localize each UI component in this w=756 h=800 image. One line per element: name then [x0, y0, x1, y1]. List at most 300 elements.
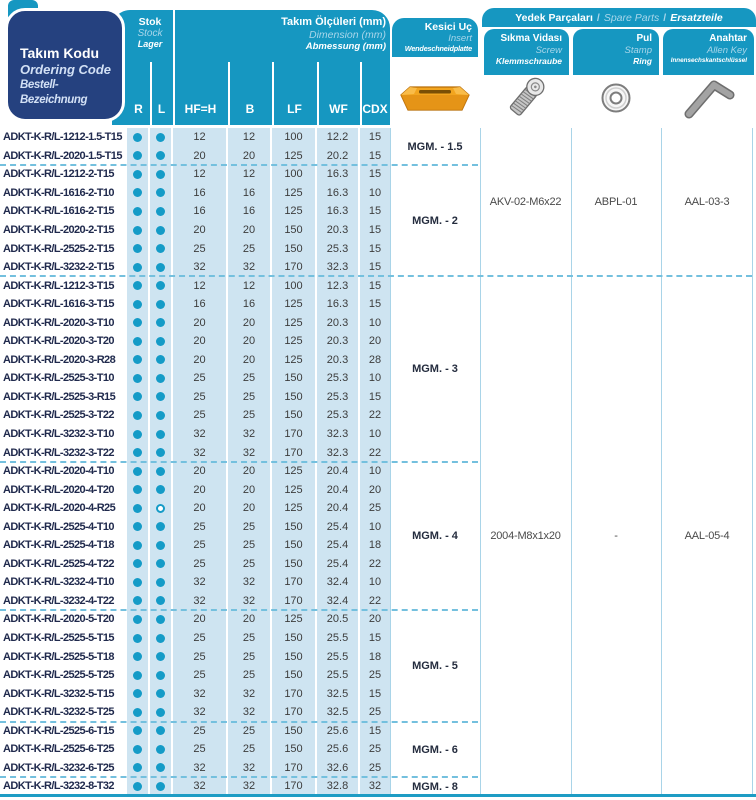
stock-r-cell	[127, 128, 150, 147]
header-divider	[150, 62, 152, 125]
stock-l-cell	[150, 480, 173, 499]
value-cdx: 15	[360, 258, 390, 277]
value-hf_h: 32	[173, 777, 228, 796]
table-row	[0, 573, 390, 592]
value-b: 12	[228, 276, 272, 295]
value-cdx: 20	[360, 610, 390, 629]
stock-l-cell	[150, 666, 173, 685]
value-lf: 125	[272, 332, 317, 351]
tool-code: ADKT-K-R/L-1616-2-T15	[0, 202, 127, 221]
value-lf: 150	[272, 629, 317, 648]
value-hf_h: 32	[173, 443, 228, 462]
value-lf: 170	[272, 703, 317, 722]
value-hf_h: 12	[173, 276, 228, 295]
table-row	[0, 536, 390, 555]
tool-code: ADKT-K-R/L-3232-5-T15	[0, 684, 127, 703]
value-cdx: 25	[360, 740, 390, 759]
table-row	[0, 610, 390, 629]
table-row	[0, 759, 390, 778]
stock-r-cell	[127, 313, 150, 332]
value-hf_h: 25	[173, 406, 228, 425]
tool-code: ADKT-K-R/L-2525-3-R15	[0, 388, 127, 407]
value-wf: 20.4	[317, 499, 360, 518]
value-lf: 170	[272, 258, 317, 277]
value-cdx: 28	[360, 351, 390, 370]
value-b: 25	[228, 740, 272, 759]
stock-dot-filled	[156, 207, 165, 216]
stock-dot-filled	[133, 411, 142, 420]
value-b: 25	[228, 536, 272, 555]
value-wf: 16.3	[317, 165, 360, 184]
stock-dot-filled	[156, 430, 165, 439]
value-lf: 170	[272, 777, 317, 796]
value-wf: 16.3	[317, 295, 360, 314]
value-lf: 150	[272, 666, 317, 685]
stock-l-cell	[150, 722, 173, 741]
column-label-b: B	[245, 102, 255, 116]
table-row	[0, 332, 390, 351]
column-label-wf: WF	[329, 102, 348, 116]
stock-dot-filled	[133, 596, 142, 605]
stock-dot-filled	[156, 263, 165, 272]
value-cdx: 10	[360, 517, 390, 536]
value-cdx: 15	[360, 276, 390, 295]
value-b: 25	[228, 555, 272, 574]
stock-header: Stok Stock Lager	[137, 16, 163, 49]
allen-key-part-number: AAL-03-3	[684, 196, 730, 209]
table-row	[0, 406, 390, 425]
table-row	[0, 684, 390, 703]
stock-dot-filled	[156, 133, 165, 142]
stock-r-cell	[127, 295, 150, 314]
value-hf_h: 20	[173, 221, 228, 240]
value-b: 20	[228, 499, 272, 518]
stock-dot-filled	[156, 355, 165, 364]
tool-code: ADKT-K-R/L-3232-3-T22	[0, 443, 127, 462]
insert-group-label: MGM. - 2	[412, 214, 458, 227]
value-lf: 150	[272, 406, 317, 425]
value-b: 32	[228, 759, 272, 778]
stock-dot-filled	[133, 263, 142, 272]
value-wf: 32.5	[317, 684, 360, 703]
value-b: 16	[228, 202, 272, 221]
stock-dot-filled	[156, 485, 165, 494]
value-cdx: 32	[360, 777, 390, 796]
allen-key-icon	[661, 72, 753, 124]
table-row	[0, 777, 390, 796]
tool-code: ADKT-K-R/L-2525-2-T15	[0, 239, 127, 258]
value-lf: 150	[272, 517, 317, 536]
value-wf: 25.6	[317, 740, 360, 759]
value-lf: 170	[272, 684, 317, 703]
table-row	[0, 276, 390, 295]
stock-r-cell	[127, 777, 150, 796]
stock-dot-filled	[133, 485, 142, 494]
stock-r-cell	[127, 351, 150, 370]
value-b: 25	[228, 629, 272, 648]
tool-code: ADKT-K-R/L-3232-5-T25	[0, 703, 127, 722]
value-cdx: 15	[360, 295, 390, 314]
tool-code: ADKT-K-R/L-2525-4-T10	[0, 517, 127, 536]
table-row	[0, 722, 390, 741]
stock-r-cell	[127, 425, 150, 444]
value-hf_h: 32	[173, 573, 228, 592]
stock-r-cell	[127, 388, 150, 407]
value-wf: 20.3	[317, 313, 360, 332]
value-wf: 20.2	[317, 147, 360, 166]
clamp-screw-icon	[480, 72, 571, 124]
value-cdx: 15	[360, 147, 390, 166]
table-row	[0, 239, 390, 258]
header-divider	[173, 10, 175, 125]
tool-code: ADKT-K-R/L-2525-3-T10	[0, 369, 127, 388]
table-row	[0, 629, 390, 648]
value-hf_h: 32	[173, 258, 228, 277]
tool-code: ADKT-K-R/L-3232-3-T10	[0, 425, 127, 444]
value-lf: 100	[272, 128, 317, 147]
table-row	[0, 555, 390, 574]
stock-l-cell	[150, 313, 173, 332]
stock-r-cell	[127, 666, 150, 685]
value-cdx: 15	[360, 128, 390, 147]
value-cdx: 15	[360, 239, 390, 258]
value-lf: 150	[272, 221, 317, 240]
stock-dot-open	[156, 504, 165, 513]
stock-dot-filled	[156, 708, 165, 717]
stock-dot-filled	[156, 337, 165, 346]
stock-l-cell	[150, 369, 173, 388]
stock-dot-filled	[133, 634, 142, 643]
stock-dot-filled	[156, 541, 165, 550]
stock-r-cell	[127, 239, 150, 258]
stock-dot-filled	[133, 782, 142, 791]
value-hf_h: 25	[173, 629, 228, 648]
value-lf: 150	[272, 239, 317, 258]
stock-dot-filled	[133, 652, 142, 661]
value-lf: 170	[272, 592, 317, 611]
value-b: 25	[228, 517, 272, 536]
tool-code: ADKT-K-R/L-2525-3-T22	[0, 406, 127, 425]
stock-l-cell	[150, 147, 173, 166]
value-lf: 125	[272, 147, 317, 166]
value-b: 32	[228, 777, 272, 796]
stock-r-cell	[127, 276, 150, 295]
value-lf: 150	[272, 647, 317, 666]
table-row	[0, 165, 390, 184]
value-lf: 150	[272, 555, 317, 574]
tool-code: ADKT-K-R/L-1616-3-T15	[0, 295, 127, 314]
value-wf: 25.6	[317, 722, 360, 741]
value-lf: 170	[272, 425, 317, 444]
value-lf: 170	[272, 573, 317, 592]
table-row	[0, 703, 390, 722]
table-row	[0, 295, 390, 314]
stock-dot-filled	[156, 318, 165, 327]
stock-l-cell	[150, 536, 173, 555]
insert-group-label: MGM. - 1.5	[407, 140, 463, 153]
value-wf: 25.3	[317, 388, 360, 407]
stock-r-cell	[127, 202, 150, 221]
stock-dot-filled	[156, 652, 165, 661]
value-b: 32	[228, 592, 272, 611]
stock-dot-filled	[133, 615, 142, 624]
stock-dot-filled	[156, 578, 165, 587]
value-b: 20	[228, 313, 272, 332]
tool-code: ADKT-K-R/L-2525-5-T18	[0, 647, 127, 666]
stock-dot-filled	[156, 448, 165, 457]
stock-r-cell	[127, 629, 150, 648]
stock-l-cell	[150, 703, 173, 722]
value-hf_h: 20	[173, 610, 228, 629]
stock-l-cell	[150, 202, 173, 221]
grooving-insert-icon	[392, 72, 478, 124]
tool-code: ADKT-K-R/L-2020-2-T15	[0, 221, 127, 240]
tool-code: ADKT-K-R/L-2020-3-R28	[0, 351, 127, 370]
stock-l-cell	[150, 258, 173, 277]
value-cdx: 10	[360, 313, 390, 332]
value-cdx: 15	[360, 202, 390, 221]
tool-code: ADKT-K-R/L-1616-2-T10	[0, 184, 127, 203]
stock-r-cell	[127, 703, 150, 722]
value-lf: 125	[272, 480, 317, 499]
stock-dot-filled	[156, 244, 165, 253]
table-row	[0, 443, 390, 462]
value-cdx: 15	[360, 221, 390, 240]
table-row	[0, 202, 390, 221]
value-cdx: 25	[360, 703, 390, 722]
stock-dot-filled	[133, 708, 142, 717]
stock-dot-filled	[133, 763, 142, 772]
stock-dot-filled	[133, 671, 142, 680]
tool-code: ADKT-K-R/L-2020-4-R25	[0, 499, 127, 518]
stock-r-cell	[127, 592, 150, 611]
stock-dot-filled	[133, 745, 142, 754]
allen-key-header: Anahtar Allen Key Innensechskantschlüssel	[663, 29, 754, 75]
value-wf: 32.5	[317, 703, 360, 722]
value-b: 20	[228, 147, 272, 166]
column-label-l: L	[157, 102, 166, 116]
stock-r-cell	[127, 740, 150, 759]
value-cdx: 15	[360, 388, 390, 407]
value-cdx: 22	[360, 443, 390, 462]
tool-code: ADKT-K-R/L-2525-5-T15	[0, 629, 127, 648]
column-label-lf: LF	[287, 102, 302, 116]
value-b: 32	[228, 703, 272, 722]
value-wf: 16.3	[317, 184, 360, 203]
stock-dot-filled	[156, 689, 165, 698]
value-cdx: 25	[360, 666, 390, 685]
table-row	[0, 647, 390, 666]
value-hf_h: 16	[173, 295, 228, 314]
value-hf_h: 32	[173, 425, 228, 444]
value-hf_h: 25	[173, 555, 228, 574]
value-lf: 150	[272, 536, 317, 555]
value-wf: 20.4	[317, 462, 360, 481]
stock-dot-filled	[156, 411, 165, 420]
spare-parts-header: Yedek Parçaları / Spare Parts / Ersatzteile	[482, 8, 756, 27]
column-label-cdx: CDX	[362, 102, 388, 116]
stock-dot-filled	[133, 318, 142, 327]
value-lf: 150	[272, 388, 317, 407]
value-b: 16	[228, 295, 272, 314]
stock-l-cell	[150, 610, 173, 629]
insert-group-label: MGM. - 8	[412, 780, 458, 793]
stock-l-cell	[150, 443, 173, 462]
stock-dot-filled	[133, 244, 142, 253]
value-hf_h: 32	[173, 703, 228, 722]
stock-r-cell	[127, 443, 150, 462]
value-cdx: 22	[360, 592, 390, 611]
value-b: 20	[228, 332, 272, 351]
value-wf: 25.4	[317, 517, 360, 536]
stock-dot-filled	[133, 374, 142, 383]
value-wf: 25.3	[317, 239, 360, 258]
tool-code: ADKT-K-R/L-2020-4-T20	[0, 480, 127, 499]
value-lf: 150	[272, 740, 317, 759]
stock-dot-filled	[156, 782, 165, 791]
stock-r-cell	[127, 184, 150, 203]
stock-r-cell	[127, 647, 150, 666]
stock-dot-filled	[156, 559, 165, 568]
value-hf_h: 32	[173, 592, 228, 611]
tool-code: ADKT-K-R/L-3232-2-T15	[0, 258, 127, 277]
value-b: 25	[228, 406, 272, 425]
tool-code: ADKT-K-R/L-2525-4-T22	[0, 555, 127, 574]
value-b: 20	[228, 462, 272, 481]
stock-dot-filled	[133, 726, 142, 735]
stock-dot-filled	[156, 726, 165, 735]
column-header-row	[127, 94, 390, 124]
screw-part-number: 2004-M8x1x20	[490, 530, 561, 543]
stock-r-cell	[127, 406, 150, 425]
value-lf: 150	[272, 369, 317, 388]
value-wf: 20.3	[317, 221, 360, 240]
value-wf: 16.3	[317, 202, 360, 221]
value-hf_h: 20	[173, 351, 228, 370]
title-de: Bestell-Bezeichnung	[20, 79, 88, 106]
table-row	[0, 388, 390, 407]
stock-r-cell	[127, 573, 150, 592]
value-cdx: 10	[360, 369, 390, 388]
value-hf_h: 25	[173, 666, 228, 685]
value-cdx: 25	[360, 499, 390, 518]
value-cdx: 20	[360, 332, 390, 351]
value-b: 20	[228, 610, 272, 629]
tool-code: ADKT-K-R/L-2525-4-T18	[0, 536, 127, 555]
value-hf_h: 32	[173, 684, 228, 703]
stock-l-cell	[150, 759, 173, 778]
value-wf: 32.8	[317, 777, 360, 796]
stock-l-cell	[150, 276, 173, 295]
stock-l-cell	[150, 332, 173, 351]
table-bottom-border	[0, 794, 756, 797]
insert-group-label: MGM. - 4	[412, 530, 458, 543]
stock-dot-filled	[133, 188, 142, 197]
value-b: 32	[228, 258, 272, 277]
stock-r-cell	[127, 332, 150, 351]
tool-code: ADKT-K-R/L-2020-3-T10	[0, 313, 127, 332]
stock-dot-filled	[156, 188, 165, 197]
tool-code: ADKT-K-R/L-3232-4-T10	[0, 573, 127, 592]
value-hf_h: 25	[173, 722, 228, 741]
stock-dot-filled	[156, 634, 165, 643]
value-hf_h: 25	[173, 388, 228, 407]
tool-code: ADKT-K-R/L-3232-4-T22	[0, 592, 127, 611]
value-b: 25	[228, 388, 272, 407]
value-hf_h: 32	[173, 759, 228, 778]
stock-r-cell	[127, 462, 150, 481]
stock-r-cell	[127, 517, 150, 536]
ring-header: Pul Stamp Ring	[573, 29, 659, 75]
table-row	[0, 221, 390, 240]
value-hf_h: 25	[173, 517, 228, 536]
ordering-code-header	[5, 8, 125, 122]
title-en: Ordering Code	[20, 62, 112, 77]
value-lf: 125	[272, 202, 317, 221]
value-hf_h: 12	[173, 128, 228, 147]
stock-l-cell	[150, 295, 173, 314]
stock-dot-filled	[156, 763, 165, 772]
value-hf_h: 25	[173, 369, 228, 388]
value-hf_h: 16	[173, 202, 228, 221]
table-row	[0, 258, 390, 277]
stock-dot-filled	[133, 226, 142, 235]
stock-l-cell	[150, 184, 173, 203]
value-b: 25	[228, 647, 272, 666]
value-b: 32	[228, 573, 272, 592]
stock-l-cell	[150, 239, 173, 258]
value-lf: 125	[272, 610, 317, 629]
stock-l-cell	[150, 221, 173, 240]
stock-l-cell	[150, 406, 173, 425]
value-cdx: 15	[360, 722, 390, 741]
stock-dot-filled	[133, 578, 142, 587]
stock-l-cell	[150, 647, 173, 666]
column-label-hfh: HF=H	[184, 102, 217, 116]
table-row	[0, 517, 390, 536]
value-lf: 125	[272, 351, 317, 370]
value-lf: 100	[272, 165, 317, 184]
stock-l-cell	[150, 777, 173, 796]
stock-l-cell	[150, 629, 173, 648]
value-lf: 150	[272, 722, 317, 741]
stock-dot-filled	[133, 355, 142, 364]
allen-key-part-number: AAL-05-4	[684, 530, 730, 543]
value-cdx: 15	[360, 629, 390, 648]
stock-l-cell	[150, 517, 173, 536]
tool-code: ADKT-K-R/L-2020-3-T20	[0, 332, 127, 351]
stock-dot-filled	[156, 615, 165, 624]
value-cdx: 10	[360, 425, 390, 444]
tool-code: ADKT-K-R/L-1212-3-T15	[0, 276, 127, 295]
tool-code: ADKT-K-R/L-2020-5-T20	[0, 610, 127, 629]
value-wf: 25.3	[317, 406, 360, 425]
value-wf: 20.3	[317, 332, 360, 351]
value-wf: 20.5	[317, 610, 360, 629]
value-hf_h: 20	[173, 462, 228, 481]
tool-code: ADKT-K-R/L-1212-2-T15	[0, 165, 127, 184]
stock-r-cell	[127, 499, 150, 518]
stock-dot-filled	[156, 151, 165, 160]
stock-dot-filled	[156, 281, 165, 290]
table-row	[0, 480, 390, 499]
value-hf_h: 20	[173, 499, 228, 518]
value-cdx: 10	[360, 462, 390, 481]
stock-dot-filled	[133, 504, 142, 513]
tool-code: ADKT-K-R/L-2020-4-T10	[0, 462, 127, 481]
insert-group-label: MGM. - 6	[412, 743, 458, 756]
value-hf_h: 20	[173, 480, 228, 499]
